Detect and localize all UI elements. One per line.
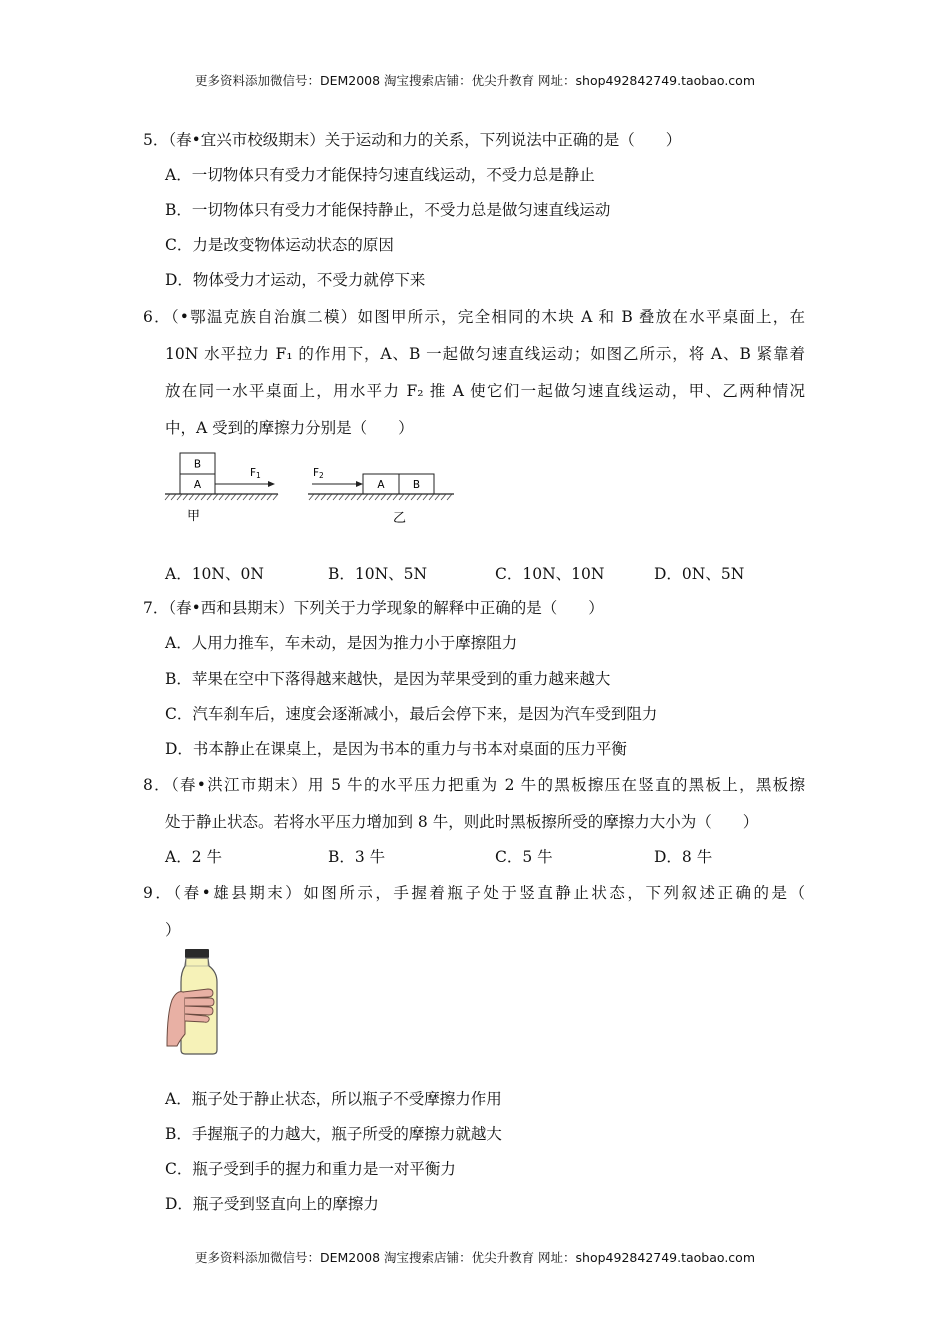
q6-figure xyxy=(160,448,460,528)
q5-option-d: D．物体受力才运动，不受力就停下来 xyxy=(165,271,426,289)
page-header: 更多资料添加微信号：DEM2008 淘宝搜索店铺：优尖升教育 网址：shop492842749.taobao.com xyxy=(194,73,756,88)
q6-stem-line4: 中，A 受到的摩擦力分别是（ ） xyxy=(165,419,414,437)
bottle-cap xyxy=(185,949,209,958)
q9-option-d: D．瓶子受到竖直向上的摩擦力 xyxy=(165,1195,379,1213)
q5-stem: 5．（春•宜兴市校级期末）关于运动和力的关系，下列说法中正确的是（ ） xyxy=(143,131,682,149)
q6-stem-line2: 10N 水平拉力 F₁ 的作用下，A、B 一起做匀速直线运动；如图乙所示，将 A、B 紧靠着 xyxy=(165,345,805,363)
q6-stem-line1: 6．（•鄂温克族自治旗二模）如图甲所示，完全相同的木块 A 和 B 叠放在水平桌面上，在 xyxy=(143,308,805,326)
figure-yi xyxy=(308,467,454,526)
block-b-label: B xyxy=(193,458,202,471)
q8-option-a: A．2 牛 xyxy=(165,848,222,866)
q8-stem-line1: 8．（春•洪江市期末）用 5 牛的水平压力把重为 2 牛的黑板擦压在竖直的黑板上，黑板擦 xyxy=(143,776,805,794)
q9-option-b: B．手握瓶子的力越大，瓶子所受的摩擦力就越大 xyxy=(165,1125,502,1143)
q6-options xyxy=(165,562,785,584)
q9-option-a: A．瓶子处于静止状态，所以瓶子不受摩擦力作用 xyxy=(165,1090,502,1108)
q8-option-c: C．5 牛 xyxy=(495,848,553,866)
q5-option-c: C．力是改变物体运动状态的原因 xyxy=(165,236,394,254)
arrow-head-icon xyxy=(356,481,363,487)
arrow-head-icon xyxy=(268,481,275,487)
block-b-label: B xyxy=(412,479,421,491)
hand-finger-3 xyxy=(185,1006,213,1015)
q7-option-c: C．汽车刹车后，速度会逐渐减小，最后会停下来，是因为汽车受到阻力 xyxy=(165,705,658,723)
q8-stem-line2: 处于静止状态。若将水平压力增加到 8 牛，则此时黑板擦所受的摩擦力大小为（ ） xyxy=(165,813,759,831)
q8-option-b: B．3 牛 xyxy=(328,848,386,866)
q7-stem: 7．（春•西和县期末）下列关于力学现象的解释中正确的是（ ） xyxy=(143,599,604,617)
bottle-in-hand-figure xyxy=(164,948,234,1058)
q6-option-d: D．0N、5N xyxy=(654,565,745,583)
force-f1-label: F1 xyxy=(250,467,261,480)
figure-jia-label: 甲 xyxy=(187,509,201,524)
q6-stem-line3: 放在同一水平桌面上，用水平力 F₂ 推 A 使它们一起做匀速直线运动，甲、乙两种情况 xyxy=(165,382,805,400)
q7-option-a: A．人用力推车，车未动，是因为推力小于摩擦阻力 xyxy=(165,634,518,652)
q7-option-b: B．苹果在空中下落得越来越快，是因为苹果受到的重力越来越大 xyxy=(165,670,611,688)
q9-option-c: C．瓶子受到手的握力和重力是一对平衡力 xyxy=(165,1160,456,1178)
hand-palm xyxy=(167,992,185,1046)
force-f2-label: F2 xyxy=(313,467,324,480)
q6-option-a: A．10N、0N xyxy=(165,565,264,583)
page-footer: 更多资料添加微信号：DEM2008 淘宝搜索店铺：优尖升教育 网址：shop492842749.taobao.com xyxy=(194,1250,756,1265)
q8-options xyxy=(165,845,785,867)
figure-jia xyxy=(165,453,278,524)
ground-hatch-yi xyxy=(309,494,452,500)
figure-yi-label: 乙 xyxy=(393,511,407,526)
ground-hatch-jia xyxy=(165,494,278,500)
q6-option-b: B．10N、5N xyxy=(328,565,428,583)
q8-option-d: D．8 牛 xyxy=(654,848,713,866)
q9-stem-line2: ） xyxy=(165,921,181,939)
q6-option-c: C．10N、10N xyxy=(495,565,605,583)
block-a-label: A xyxy=(377,479,385,491)
hand-finger-2 xyxy=(185,998,214,1006)
block-a-label: A xyxy=(193,479,202,491)
q5-option-a: A．一切物体只有受力才能保持匀速直线运动，不受力总是静止 xyxy=(165,166,595,184)
q7-option-d: D．书本静止在课桌上，是因为书本的重力与书本对桌面的压力平衡 xyxy=(165,740,627,758)
q5-option-b: B．一切物体只有受力才能保持静止，不受力总是做匀速直线运动 xyxy=(165,201,611,219)
q9-stem-line1: 9．（春•雄县期末）如图所示，手握着瓶子处于竖直静止状态，下列叙述正确的是（ xyxy=(143,884,805,902)
